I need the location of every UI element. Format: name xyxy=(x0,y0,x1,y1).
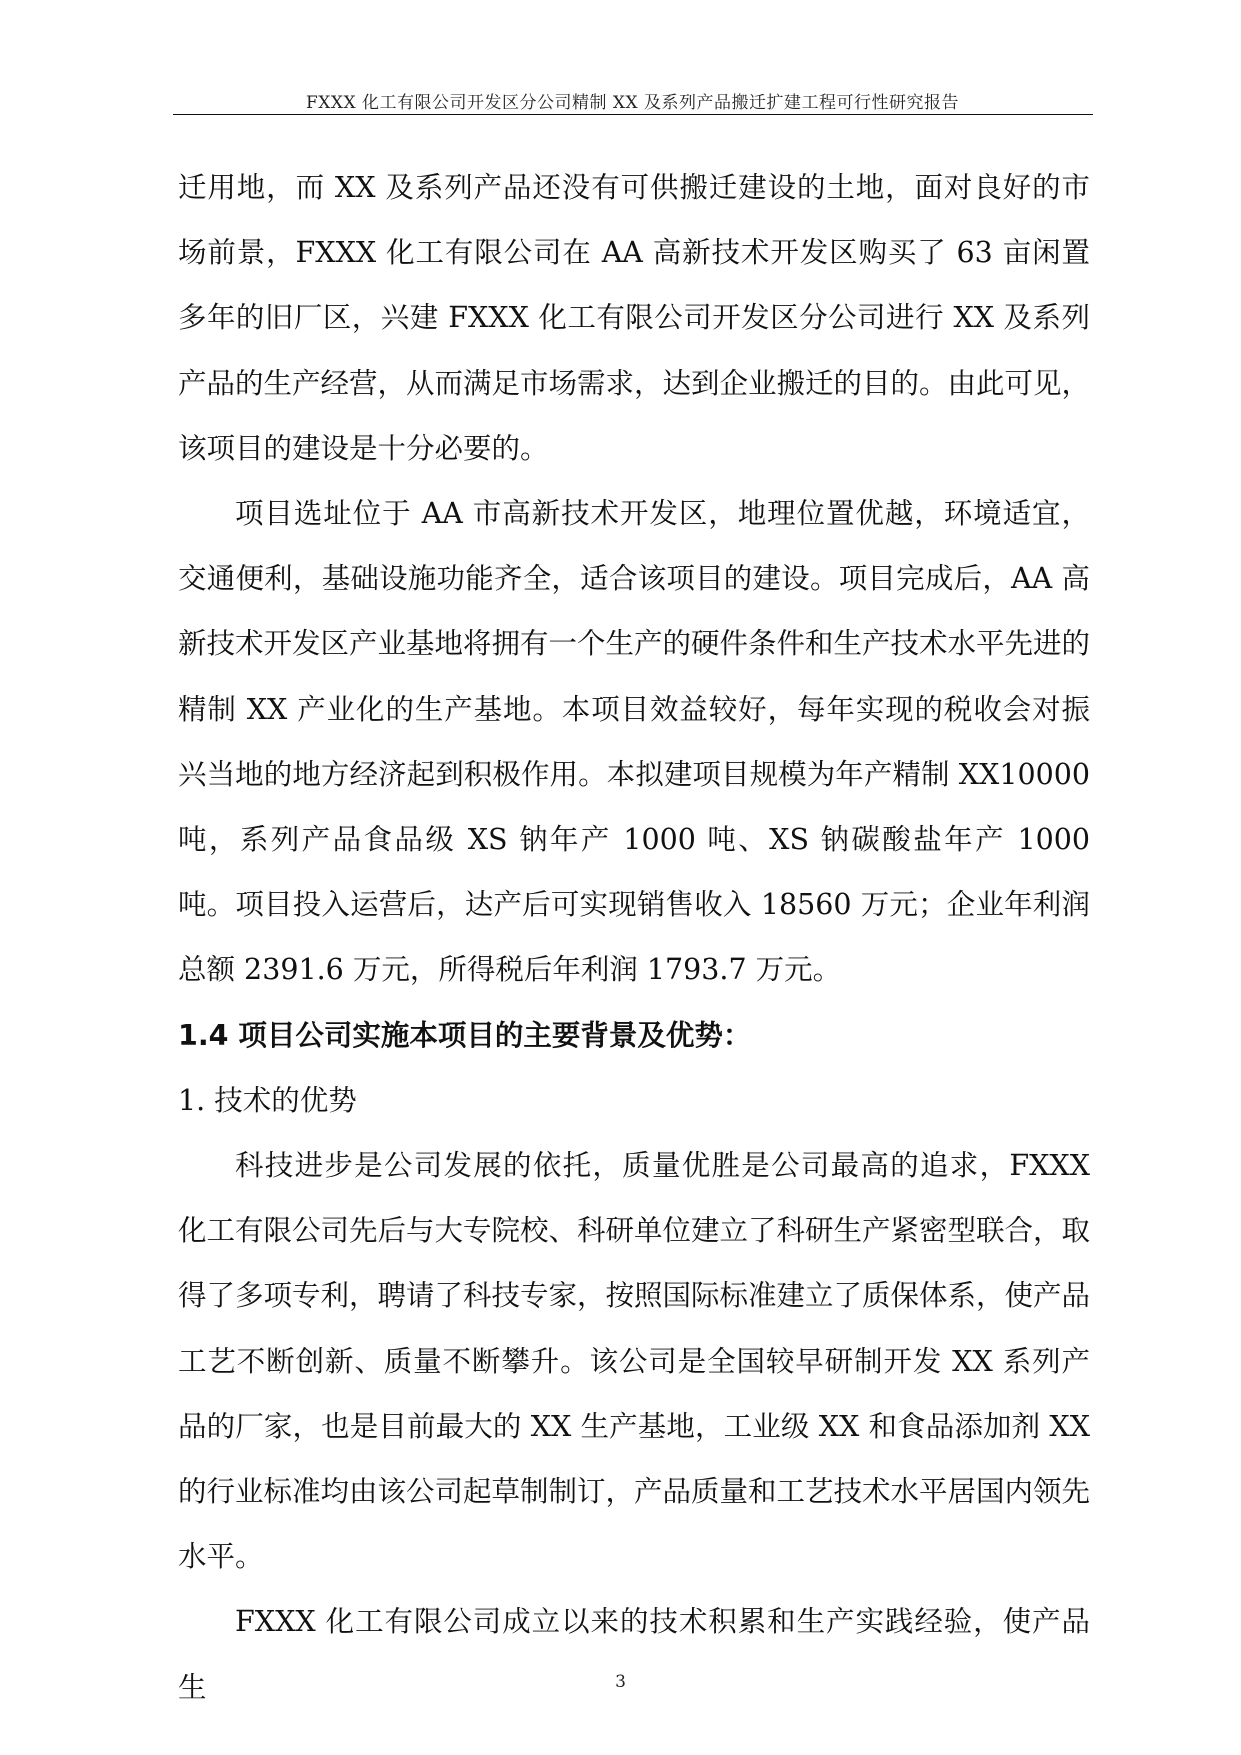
running-header: FXXX 化工有限公司开发区分公司精制 XX 及系列产品搬迁扩建工程可行性研究报告 xyxy=(305,93,960,113)
header-divider xyxy=(173,114,1093,115)
page-number: 3 xyxy=(615,1672,626,1692)
paragraph-experience: FXXX 化工有限公司成立以来的技术积累和生产实践经验，使产品生 xyxy=(178,1605,1090,1704)
paragraph-land-relocation: 迁用地，而 XX 及系列产品还没有可供搬迁建设的土地，面对良好的市场前景，FXXX 化工有限公司在 AA 高新技术开发区购买了 63 亩闲置多年的旧厂区，兴建 FXXX 化工有限公司开发区分公司进行 XX 及系列产品的生产经营，从而满足市场需求，达到企业搬迁的目的。由此可见，该项目的建设是十分必要的。 xyxy=(178,171,1091,465)
paragraph-technology-advantage: 科技进步是公司发展的依托，质量优胜是公司最高的追求，FXXX 化工有限公司先后与大专院校、科研单位建立了科研生产紧密型联合，取得了多项专利，聘请了科技专家，按照国际标准建立了质保体系，使产品工艺不断创新、质量不断攀升。该公司是全国较早研制开发 XX 系列产品的厂家，也是目前最大的 XX 生产基地，工业级 XX 和食品添加剂 XX 的行业标准均由该公司起草制制订，产品质量和工艺技术水平居国内领先水平。 xyxy=(178,1149,1091,1574)
section-heading: 1.4 项目公司实施本项目的主要背景及优势： xyxy=(178,1018,752,1052)
subsection-heading: 1. 技术的优势 xyxy=(178,1083,357,1117)
document-body xyxy=(178,155,1090,1720)
paragraph-site-selection: 项目选址位于 AA 市高新技术开发区，地理位置优越，环境适宜，交通便利，基础设施功能齐全，适合该项目的建设。项目完成后，AA 高新技术开发区产业基地将拥有一个生产的硬件条件和生产技术水平先进的精制 XX 产业化的生产基地。本项目效益较好，每年实现的税收会对振兴当地的地方经济起到积极作用。本拟建项目规模为年产精制 XX10000 吨，系列产品食品级 XS 钠年产 1000 吨、XS 钠碳酸盐年产 1000 吨。项目投入运营后，达产后可实现销售收入 18560 万元；企业年利润总额 2391.6 万元，所得税后年利润 1793.7 万元。 xyxy=(178,497,1091,987)
